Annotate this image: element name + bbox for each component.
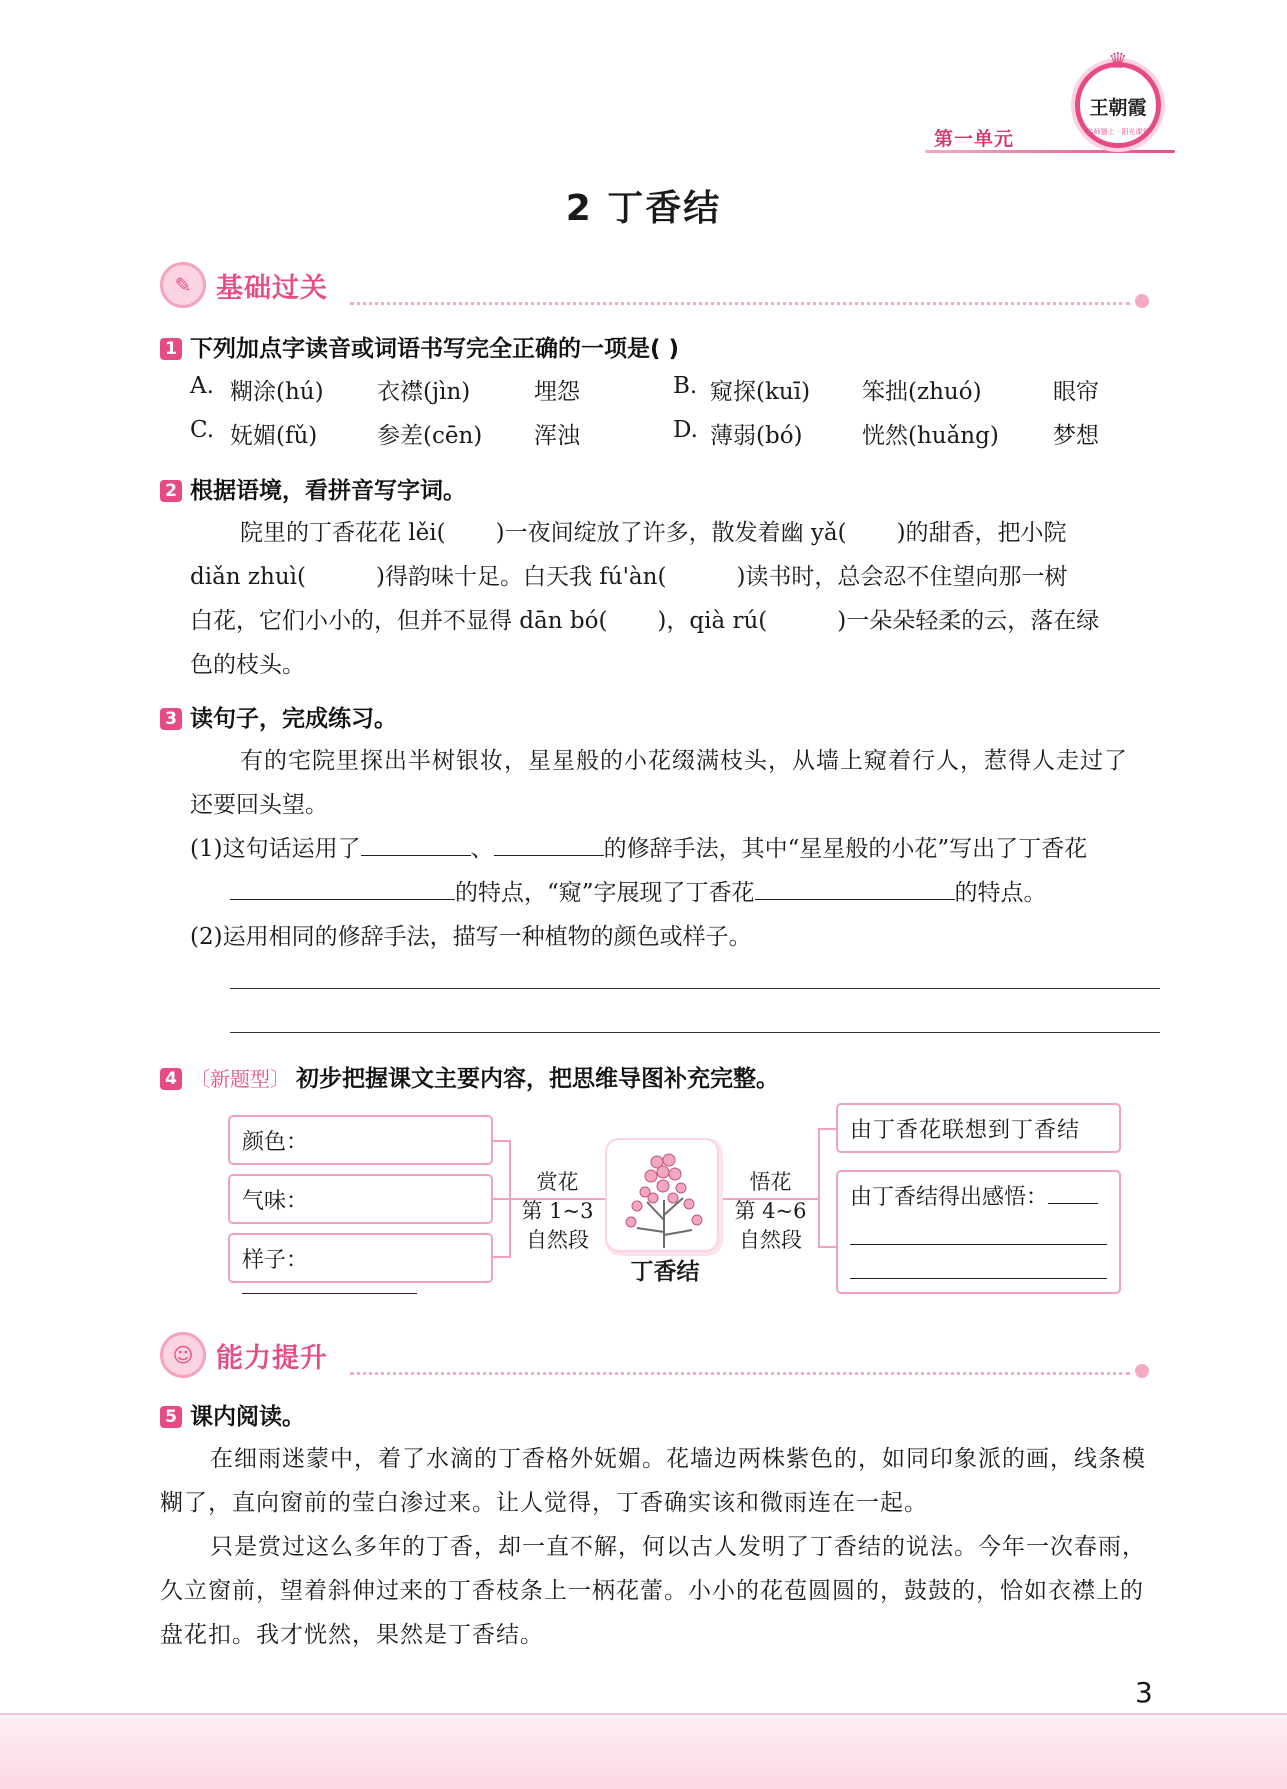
lilac-flower-icon: [607, 1140, 721, 1254]
mind-map-left-item: 颜色：: [228, 1115, 493, 1165]
passage-text: 只是赏过这么多年的丁香，却一直不解，何以古人发明了丁香结的说法。今年一次春雨，: [210, 1534, 1146, 1560]
option-label: B.: [673, 373, 698, 399]
question-number: 5: [160, 1406, 182, 1428]
passage-text: 还要回头望。: [190, 792, 328, 818]
passage-text: 久立窗前，望着斜伸过来的丁香枝条上一柄花蕾。小小的花苞圆圆的，鼓鼓的，恰如衣襟上的: [160, 1578, 1144, 1604]
option-word: 窥探(kuī): [710, 379, 811, 405]
option-word: 眼帘: [1053, 379, 1099, 405]
center-node-title: 丁香结: [630, 1259, 700, 1285]
question-stem: 根据语境，看拼音写字词。: [190, 478, 466, 504]
divider-end-dot: [1135, 294, 1149, 308]
mind-map-left-item: 样子：: [228, 1233, 493, 1283]
page-title: 2 丁香结: [565, 188, 722, 229]
girl-reading-icon: ✎: [160, 262, 206, 308]
sub-question-text: (1)这句话运用了: [190, 836, 361, 862]
passage-text: 在细雨迷蒙中，着了水滴的丁香格外妩媚。花墙边两株紫色的，如同印象派的画，线条模: [210, 1446, 1146, 1472]
section-title: 能力提升: [216, 1343, 328, 1374]
option-label: A.: [190, 373, 214, 399]
right-branch-label: 悟花 第 4~6 自然段: [734, 1170, 807, 1252]
passage-text: 院里的丁香花花 lěi(: [240, 520, 446, 546]
question-3: [160, 700, 397, 733]
question-stem: 读句子，完成练习。: [190, 706, 397, 732]
mind-map-right-top: 由丁香花联想到丁香结: [836, 1103, 1121, 1153]
sub-question-text: 的修辞手法，其中“星星般的小花”写出了丁香花: [603, 836, 1088, 862]
option-word: 埋怨: [534, 379, 580, 405]
option-word: 糊涂(hú): [230, 379, 324, 405]
mind-map-left-item: 气味：: [228, 1174, 493, 1224]
connector-bracket: [818, 1128, 836, 1248]
question-number: 4: [160, 1068, 182, 1090]
passage-text: 色的枝头。: [190, 652, 305, 678]
logo-text: 王朝霞: [1089, 97, 1147, 119]
question-stem: 课内阅读。: [190, 1404, 305, 1430]
sub-question-text: 、: [470, 836, 494, 862]
passage-text: 白花，它们小小的，但并不显得 dān bó(: [190, 608, 608, 634]
passage-text: )一夜间绽放了许多，散发着幽 yǎ(: [495, 520, 847, 546]
logo-subtitle: 名师播上 · 阳光课堂: [1086, 128, 1150, 136]
question-stem: 下列加点字读音或词语书写完全正确的一项是( ): [190, 336, 680, 362]
left-branch-label: 赏花 第 1~3 自然段: [521, 1170, 594, 1252]
new-type-tag: 〔新题型〕: [190, 1067, 290, 1091]
option-word: 恍然(huǎng): [862, 423, 999, 449]
option-word: 参差(cēn): [377, 423, 483, 449]
question-5: [160, 1398, 305, 1431]
unit-label: 第一单元: [934, 128, 1015, 150]
option-word: 薄弱(bó): [710, 423, 803, 449]
dotted-divider: [350, 302, 1130, 305]
passage-text: )得韵味十足。白天我 fú'àn(: [376, 564, 667, 590]
option-word: 浑浊: [534, 423, 580, 449]
crown-icon: ♛: [1108, 49, 1128, 74]
question-2: [160, 472, 466, 505]
footer-band: [0, 1716, 1287, 1789]
answer-blank[interactable]: [361, 836, 471, 856]
question-1: [160, 330, 679, 363]
answer-blank[interactable]: [242, 1215, 417, 1235]
option-label: D.: [673, 417, 698, 443]
footer-divider: [0, 1713, 1287, 1715]
answer-blank[interactable]: [755, 880, 955, 900]
passage-text: 盘花扣。我才恍然，果然是丁香结。: [160, 1622, 544, 1648]
question-number: 2: [160, 480, 182, 502]
answer-blank[interactable]: [494, 836, 604, 856]
answer-blank[interactable]: [230, 880, 455, 900]
page-number: 3: [1135, 1676, 1153, 1709]
dotted-divider: [350, 1372, 1130, 1375]
option-label: C.: [190, 417, 215, 443]
sub-question-text: (2)运用相同的修辞手法，描写一种植物的颜色或样子。: [190, 924, 752, 950]
answer-blank[interactable]: [242, 1156, 417, 1176]
passage-text: )的甜香，把小院: [896, 520, 1067, 546]
section-title: 基础过关: [216, 273, 328, 304]
sub-question-text: 的特点。: [954, 880, 1047, 906]
answer-blank[interactable]: [850, 1225, 1107, 1245]
writing-line[interactable]: [230, 988, 1160, 989]
publisher-logo: [1075, 49, 1161, 148]
passage-text: )，qià rú(: [657, 608, 768, 634]
question-number: 1: [160, 338, 182, 360]
passage-text: diǎn zhuì(: [190, 564, 306, 590]
boy-icon: ☺: [160, 1332, 206, 1378]
center-node: [605, 1138, 723, 1256]
passage-text: 糊了，直向窗前的莹白渗过来。让人觉得，丁香确实该和微雨连在一起。: [160, 1490, 928, 1516]
passage-text: )一朵朵轻柔的云，落在绿: [837, 608, 1100, 634]
mind-map-right-bottom: 由丁香结得出感悟：: [836, 1170, 1121, 1294]
unit-underline: [925, 150, 1175, 153]
option-word: 衣襟(jìn): [377, 379, 471, 405]
passage-text: 有的宅院里探出半树银妆，星星般的小花缀满枝头，从墙上窥着行人，惹得人走过了: [240, 748, 1128, 774]
writing-line[interactable]: [230, 1032, 1160, 1033]
question-stem: 初步把握课文主要内容，把思维导图补充完整。: [296, 1066, 779, 1092]
section-header-basic: [160, 262, 1150, 314]
option-word: 妩媚(fǔ): [230, 423, 318, 449]
answer-blank[interactable]: [242, 1274, 417, 1294]
answer-blank[interactable]: [1048, 1184, 1098, 1204]
connector-line: [493, 1198, 511, 1200]
option-word: 笨拙(zhuó): [862, 379, 982, 405]
question-number: 3: [160, 708, 182, 730]
divider-end-dot: [1135, 1364, 1149, 1378]
answer-blank[interactable]: [850, 1259, 1107, 1279]
question-4: [160, 1060, 779, 1093]
passage-text: )读书时，总会忍不住望向那一树: [736, 564, 1068, 590]
option-word: 梦想: [1053, 423, 1099, 449]
section-header-advanced: [160, 1332, 1150, 1384]
sub-question-text: 的特点，“窥”字展现了丁香花: [455, 880, 755, 906]
